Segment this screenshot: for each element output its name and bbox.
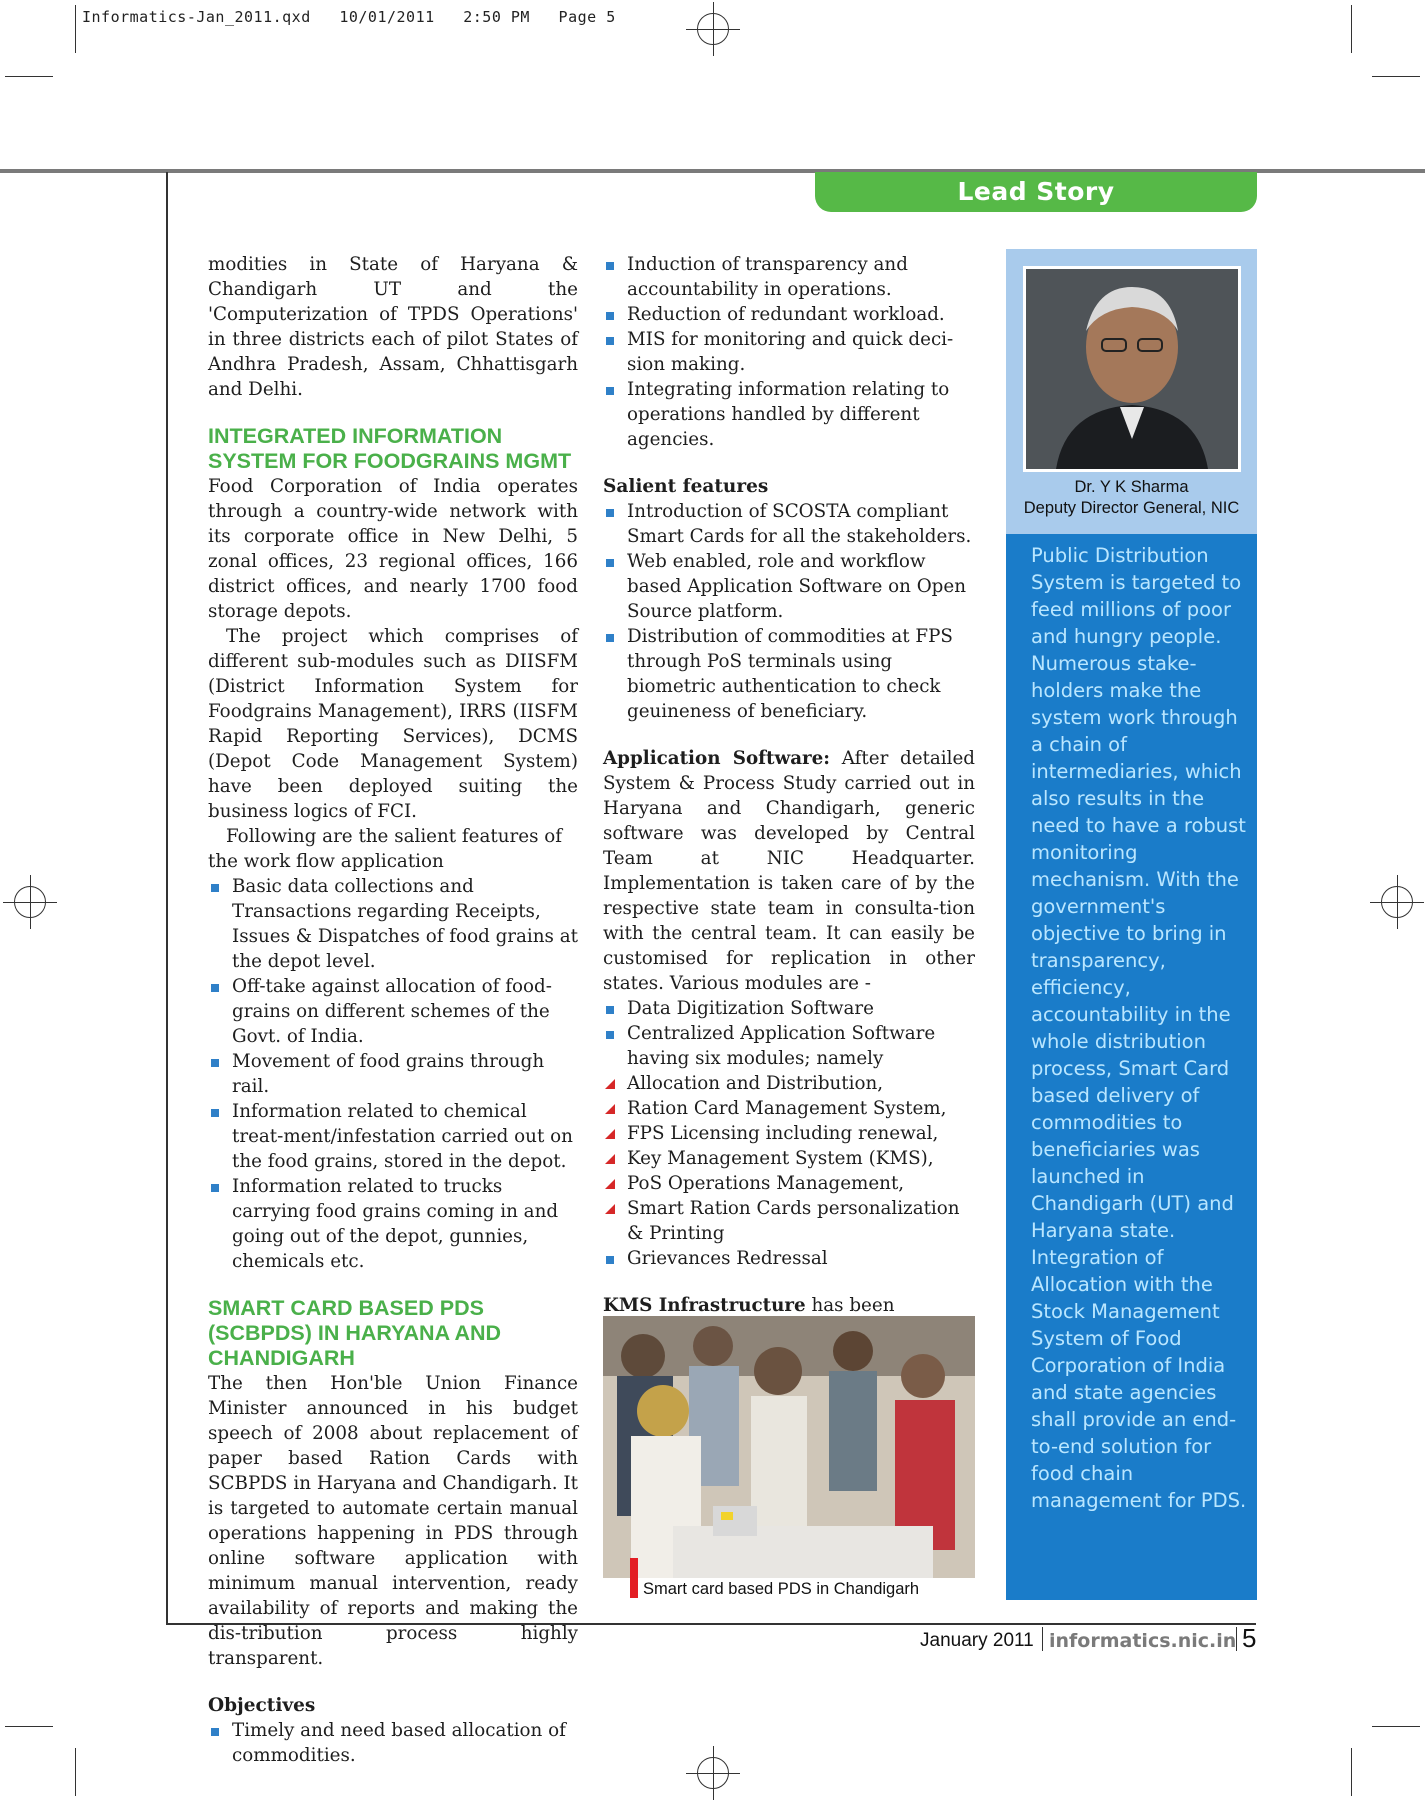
sub-list-item: FPS Licensing including renewal, xyxy=(603,1121,975,1146)
list-item: Web enabled, role and workflow based Application Software on Open Source platform. xyxy=(603,549,975,624)
section-tab: Lead Story xyxy=(815,172,1257,212)
page-number: 5 xyxy=(1242,1623,1257,1653)
portrait-photo xyxy=(1023,266,1241,472)
list-item: Reduction of redundant workload. xyxy=(603,302,975,327)
smart-card-pds-photo xyxy=(603,1316,975,1578)
crop-mark xyxy=(5,1726,53,1727)
left-rule xyxy=(166,172,168,1624)
footer-date: January 2011 xyxy=(920,1630,1034,1651)
list-item: Grievances Redressal xyxy=(603,1246,975,1271)
sub-list-item: Smart Ration Cards personalization & Printing xyxy=(603,1196,975,1246)
objectives-heading: Objectives xyxy=(208,1695,316,1716)
paragraph: Food Corporation of India operates through a country-wide network with its corporate office in New Delhi, 5 zonal offices, 23 regional offices, 166 district offices, and nearly 1700 food storage depots. xyxy=(208,476,578,622)
list-item: Off-take against allocation of food-grains on different schemes of the Govt. of India. xyxy=(208,974,578,1049)
feature-list xyxy=(208,874,578,1274)
column-1 xyxy=(208,252,578,1768)
list-item: Induction of transparency and accountability in operations. xyxy=(603,252,975,302)
list-item: Movement of food grains through rail. xyxy=(208,1049,578,1099)
column-2 xyxy=(603,252,975,1343)
paragraph-text: has been xyxy=(811,1295,895,1316)
salient-features-heading: Salient features xyxy=(603,476,769,497)
section-heading-scbpds: SMART CARD BASED PDS (SCBPDS) IN HARYANA AND CHANDIGARH xyxy=(208,1296,502,1370)
registration-mark-icon xyxy=(1381,886,1413,918)
objectives-list-continued xyxy=(603,252,975,452)
objectives-list xyxy=(208,1718,578,1768)
crop-mark xyxy=(1372,76,1420,77)
crop-mark xyxy=(75,5,76,53)
list-item: MIS for monitoring and quick deci-sion making. xyxy=(603,327,975,377)
registration-mark-icon xyxy=(14,886,46,918)
person-name: Dr. Y K Sharma xyxy=(1074,478,1189,496)
portrait-panel xyxy=(1006,249,1257,534)
list-item: Introduction of SCOSTA compliant Smart Cards for all the stakeholders. xyxy=(603,499,975,549)
intro-paragraph: modities in State of Haryana & Chandigarh UT and the 'Computerization of TPDS Operations' in three districts each of pilot States of Andhra Pradesh, Assam, Chhattisgarh and Delhi. xyxy=(208,254,578,400)
section-heading-iisfm: INTEGRATED INFORMATION SYSTEM FOR FOODGRAINS MGMT xyxy=(208,424,572,473)
list-item: Centralized Application Software having six modules; namely xyxy=(603,1021,975,1071)
sub-list-item: Ration Card Management System, xyxy=(603,1096,975,1121)
registration-mark-icon xyxy=(697,13,729,45)
pull-quote: Public Distribution System is targeted to feed millions of poor and hungry people. Numerous stake-holders make the system work through a chain of intermediaries, which also results in the need to have a robust monitoring mechanism. With the government's objective to bring in transparency, efficiency, accountability in the whole distribution process, Smart Card based delivery of commodities to beneficiaries was launched in Chandigarh (UT) and Haryana state. Integration of Allocation with the Stock Management System of Food Corporation of India and state agencies shall provide an end-to-end solution for food chain management for PDS. xyxy=(1031,544,1247,1512)
footer-divider xyxy=(1042,1627,1043,1651)
list-item: Information related to trucks carrying food grains coming in and going out of the depot, gunnies, chemicals etc. xyxy=(208,1174,578,1274)
paragraph: The then Hon'ble Union Finance Minister announced in his budget speech of 2008 about replacement of paper based Ration Cards with SCBPDS in Haryana and Chandigarh. It is targeted to automate certain manual operations happening in PDS through online software application with minimum manual intervention, ready availability of reports and making the dis-tribution process highly transparent. xyxy=(208,1373,578,1669)
list-item: Information related to chemical treat-ment/infestation carried out on the food grains, stored in the depot. xyxy=(208,1099,578,1174)
sub-list-item: Key Management System (KMS), xyxy=(603,1146,975,1171)
photo-caption: Smart card based PDS in Chandigarh xyxy=(643,1580,920,1598)
paragraph: Following are the salient features of the work flow application xyxy=(208,826,563,872)
application-software-paragraph xyxy=(603,746,975,996)
salient-features-list xyxy=(603,499,975,724)
modules-list xyxy=(603,996,975,1271)
list-item: Distribution of commodities at FPS through PoS terminals using biometric authentication to check geuineness of beneficiary. xyxy=(603,624,975,724)
paragraph-text: After detailed System & Process Study carried out in Haryana and Chandigarh, generic software was developed by Central Team at NIC Headquarter. Implementation is taken care of by the respective state team in consulta-tion with the central team. It can easily be customised for replication in other states. Various modules are - xyxy=(603,748,976,994)
pull-quote-sidebar xyxy=(1006,249,1257,1600)
list-item: Integrating information relating to operations handled by different agencies. xyxy=(603,377,975,452)
person-title: Deputy Director General, NIC xyxy=(1023,499,1240,517)
footer-divider xyxy=(1236,1627,1237,1651)
registration-mark-icon xyxy=(697,1757,729,1789)
paragraph: The project which comprises of different sub-modules such as DIISFM (District Information System for Foodgrains Management), IRRS (IISFM Rapid Reporting Services), DCMS (Depot Code Management System) have been deployed suiting the business logics of FCI. xyxy=(208,626,578,822)
run-in-heading: KMS Infrastructure xyxy=(603,1295,806,1316)
footer-website-link[interactable]: informatics.nic.in xyxy=(1049,1630,1237,1652)
caption-accent-bar xyxy=(630,1558,638,1598)
crop-mark xyxy=(5,76,53,77)
sub-list-item: PoS Operations Management, xyxy=(603,1171,975,1196)
crop-mark xyxy=(75,1748,76,1796)
file-slug: Informatics-Jan_2011.qxd 10/01/2011 2:50 PM Page 5 xyxy=(82,8,616,26)
list-item: Basic data collections and Transactions regarding Receipts, Issues & Dispatches of food grains at the depot level. xyxy=(208,874,578,974)
list-item: Timely and need based allocation of commodities. xyxy=(208,1718,578,1768)
sub-list-item: Allocation and Distribution, xyxy=(603,1071,975,1096)
crop-mark xyxy=(1372,1726,1420,1727)
list-item: Data Digitization Software xyxy=(603,996,975,1021)
crop-mark xyxy=(1351,5,1352,53)
crop-mark xyxy=(1351,1748,1352,1796)
run-in-heading: Application Software: xyxy=(603,748,831,769)
